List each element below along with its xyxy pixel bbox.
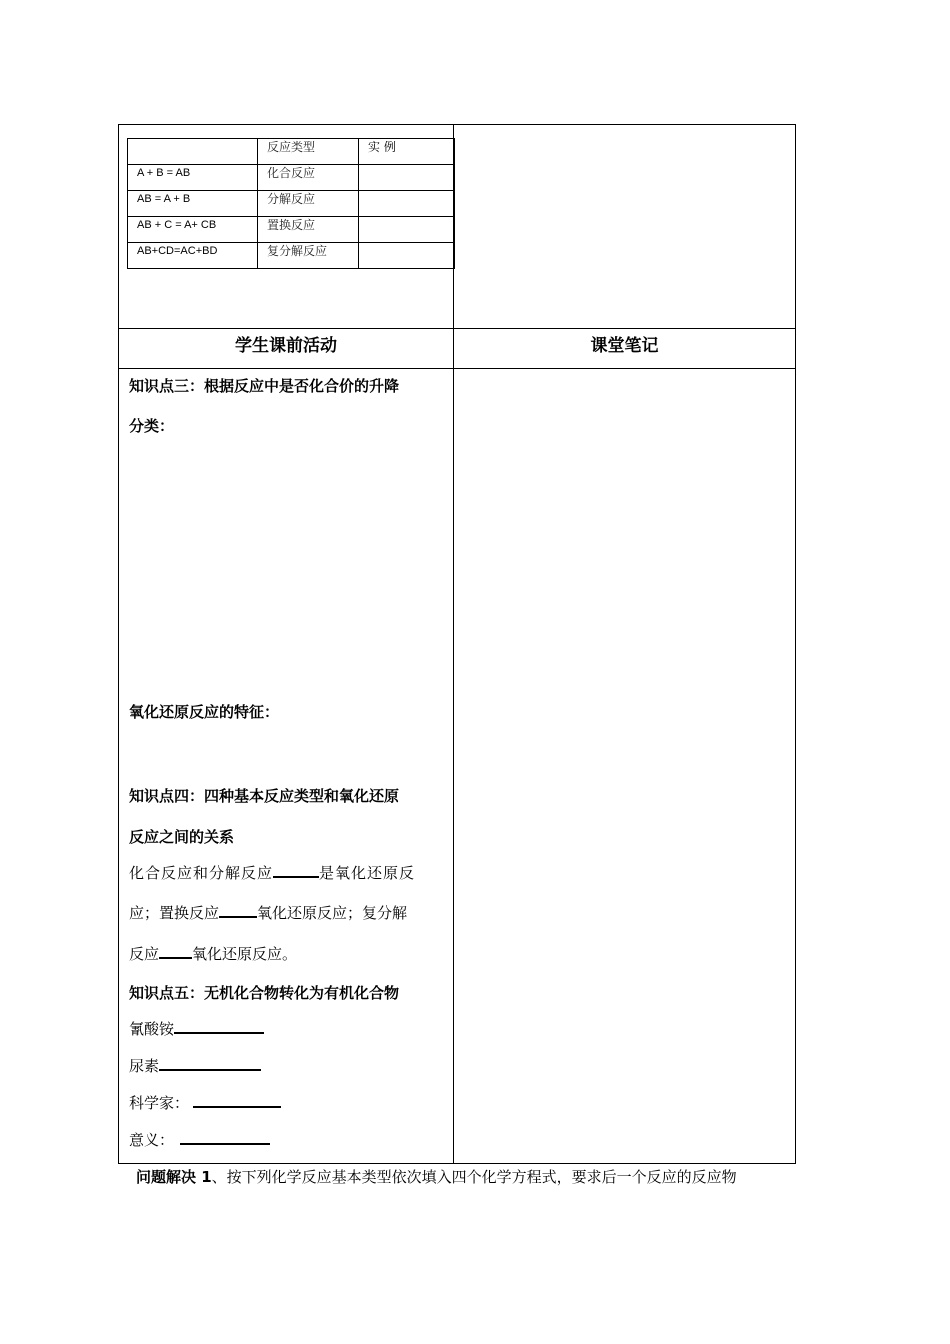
table-row — [128, 165, 455, 191]
kp4-text: 化合反应和分解反应 — [129, 864, 274, 882]
table-cell[interactable] — [359, 165, 455, 191]
kp4-sentence-line-2 — [129, 902, 407, 923]
kp4-text: 氧化还原反应。 — [192, 945, 298, 963]
table-cell: 化合反应 — [258, 165, 359, 191]
fill-blank[interactable] — [273, 862, 319, 878]
kp5-field-scientist — [129, 1092, 281, 1113]
table-cell[interactable] — [359, 217, 455, 243]
knowledge-point-3-subtitle: 分类： — [129, 417, 175, 435]
problem-statement — [136, 1166, 737, 1187]
table-cell: 分解反应 — [258, 191, 359, 217]
table-header-type: 反应类型 — [258, 139, 359, 165]
table-cell — [128, 139, 258, 165]
column-divider — [453, 125, 454, 1163]
kp4-sentence-line-3 — [129, 943, 297, 964]
right-column-heading: 课堂笔记 — [590, 336, 659, 356]
field-label: 尿素 — [129, 1057, 160, 1075]
row-divider-1 — [119, 328, 795, 329]
kp4-sentence-line-1 — [129, 862, 415, 883]
problem-text: 、按下列化学反应基本类型依次填入四个化学方程式，要求后一个反应的反应物 — [211, 1168, 737, 1186]
row-divider-2 — [119, 368, 795, 369]
table-row — [128, 139, 455, 165]
fill-blank[interactable] — [159, 943, 192, 959]
table-row — [128, 217, 455, 243]
knowledge-point-5-title: 知识点五：无机化合物转化为有机化合物 — [129, 984, 400, 1002]
kp4-text: 是氧化还原反 — [319, 864, 416, 882]
table-cell: 复分解反应 — [258, 243, 359, 269]
redox-feature-label: 氧化还原反应的特征： — [129, 703, 280, 721]
table-row — [128, 243, 455, 269]
kp4-text: 氧化还原反应；复分解 — [257, 904, 408, 922]
table-cell: 置换反应 — [258, 217, 359, 243]
fill-blank[interactable] — [193, 1092, 281, 1108]
problem-label: 问题解决 1 — [136, 1168, 212, 1186]
knowledge-point-4-subtitle: 反应之间的关系 — [129, 828, 235, 846]
table-cell: AB+CD=AC+BD — [128, 243, 258, 269]
table-cell[interactable] — [359, 191, 455, 217]
kp5-field-urea — [129, 1055, 261, 1076]
table-row — [128, 191, 455, 217]
fill-blank[interactable] — [219, 902, 257, 918]
worksheet-table — [118, 124, 796, 1164]
fill-blank[interactable] — [174, 1018, 264, 1034]
left-column-heading: 学生课前活动 — [235, 336, 337, 356]
kp4-text: 应；置换反应 — [129, 904, 220, 922]
knowledge-point-4-title: 知识点四：四种基本反应类型和氧化还原 — [129, 787, 400, 805]
kp4-text: 反应 — [129, 945, 160, 963]
fill-blank[interactable] — [159, 1055, 261, 1071]
reaction-types-table — [127, 138, 455, 269]
kp5-field-ammonium-cyanate — [129, 1018, 264, 1039]
table-cell: AB + C = A+ CB — [128, 217, 258, 243]
field-label: 科学家： — [129, 1094, 190, 1112]
table-cell[interactable] — [359, 243, 455, 269]
table-cell: A + B = AB — [128, 165, 258, 191]
kp5-field-significance — [129, 1129, 270, 1150]
field-label: 氰酸铵 — [129, 1020, 175, 1038]
table-header-example: 实 例 — [359, 139, 455, 165]
table-cell: AB = A + B — [128, 191, 258, 217]
field-label: 意义： — [129, 1131, 175, 1149]
knowledge-point-3-title: 知识点三：根据反应中是否化合价的升降 — [129, 377, 400, 395]
fill-blank[interactable] — [180, 1129, 270, 1145]
